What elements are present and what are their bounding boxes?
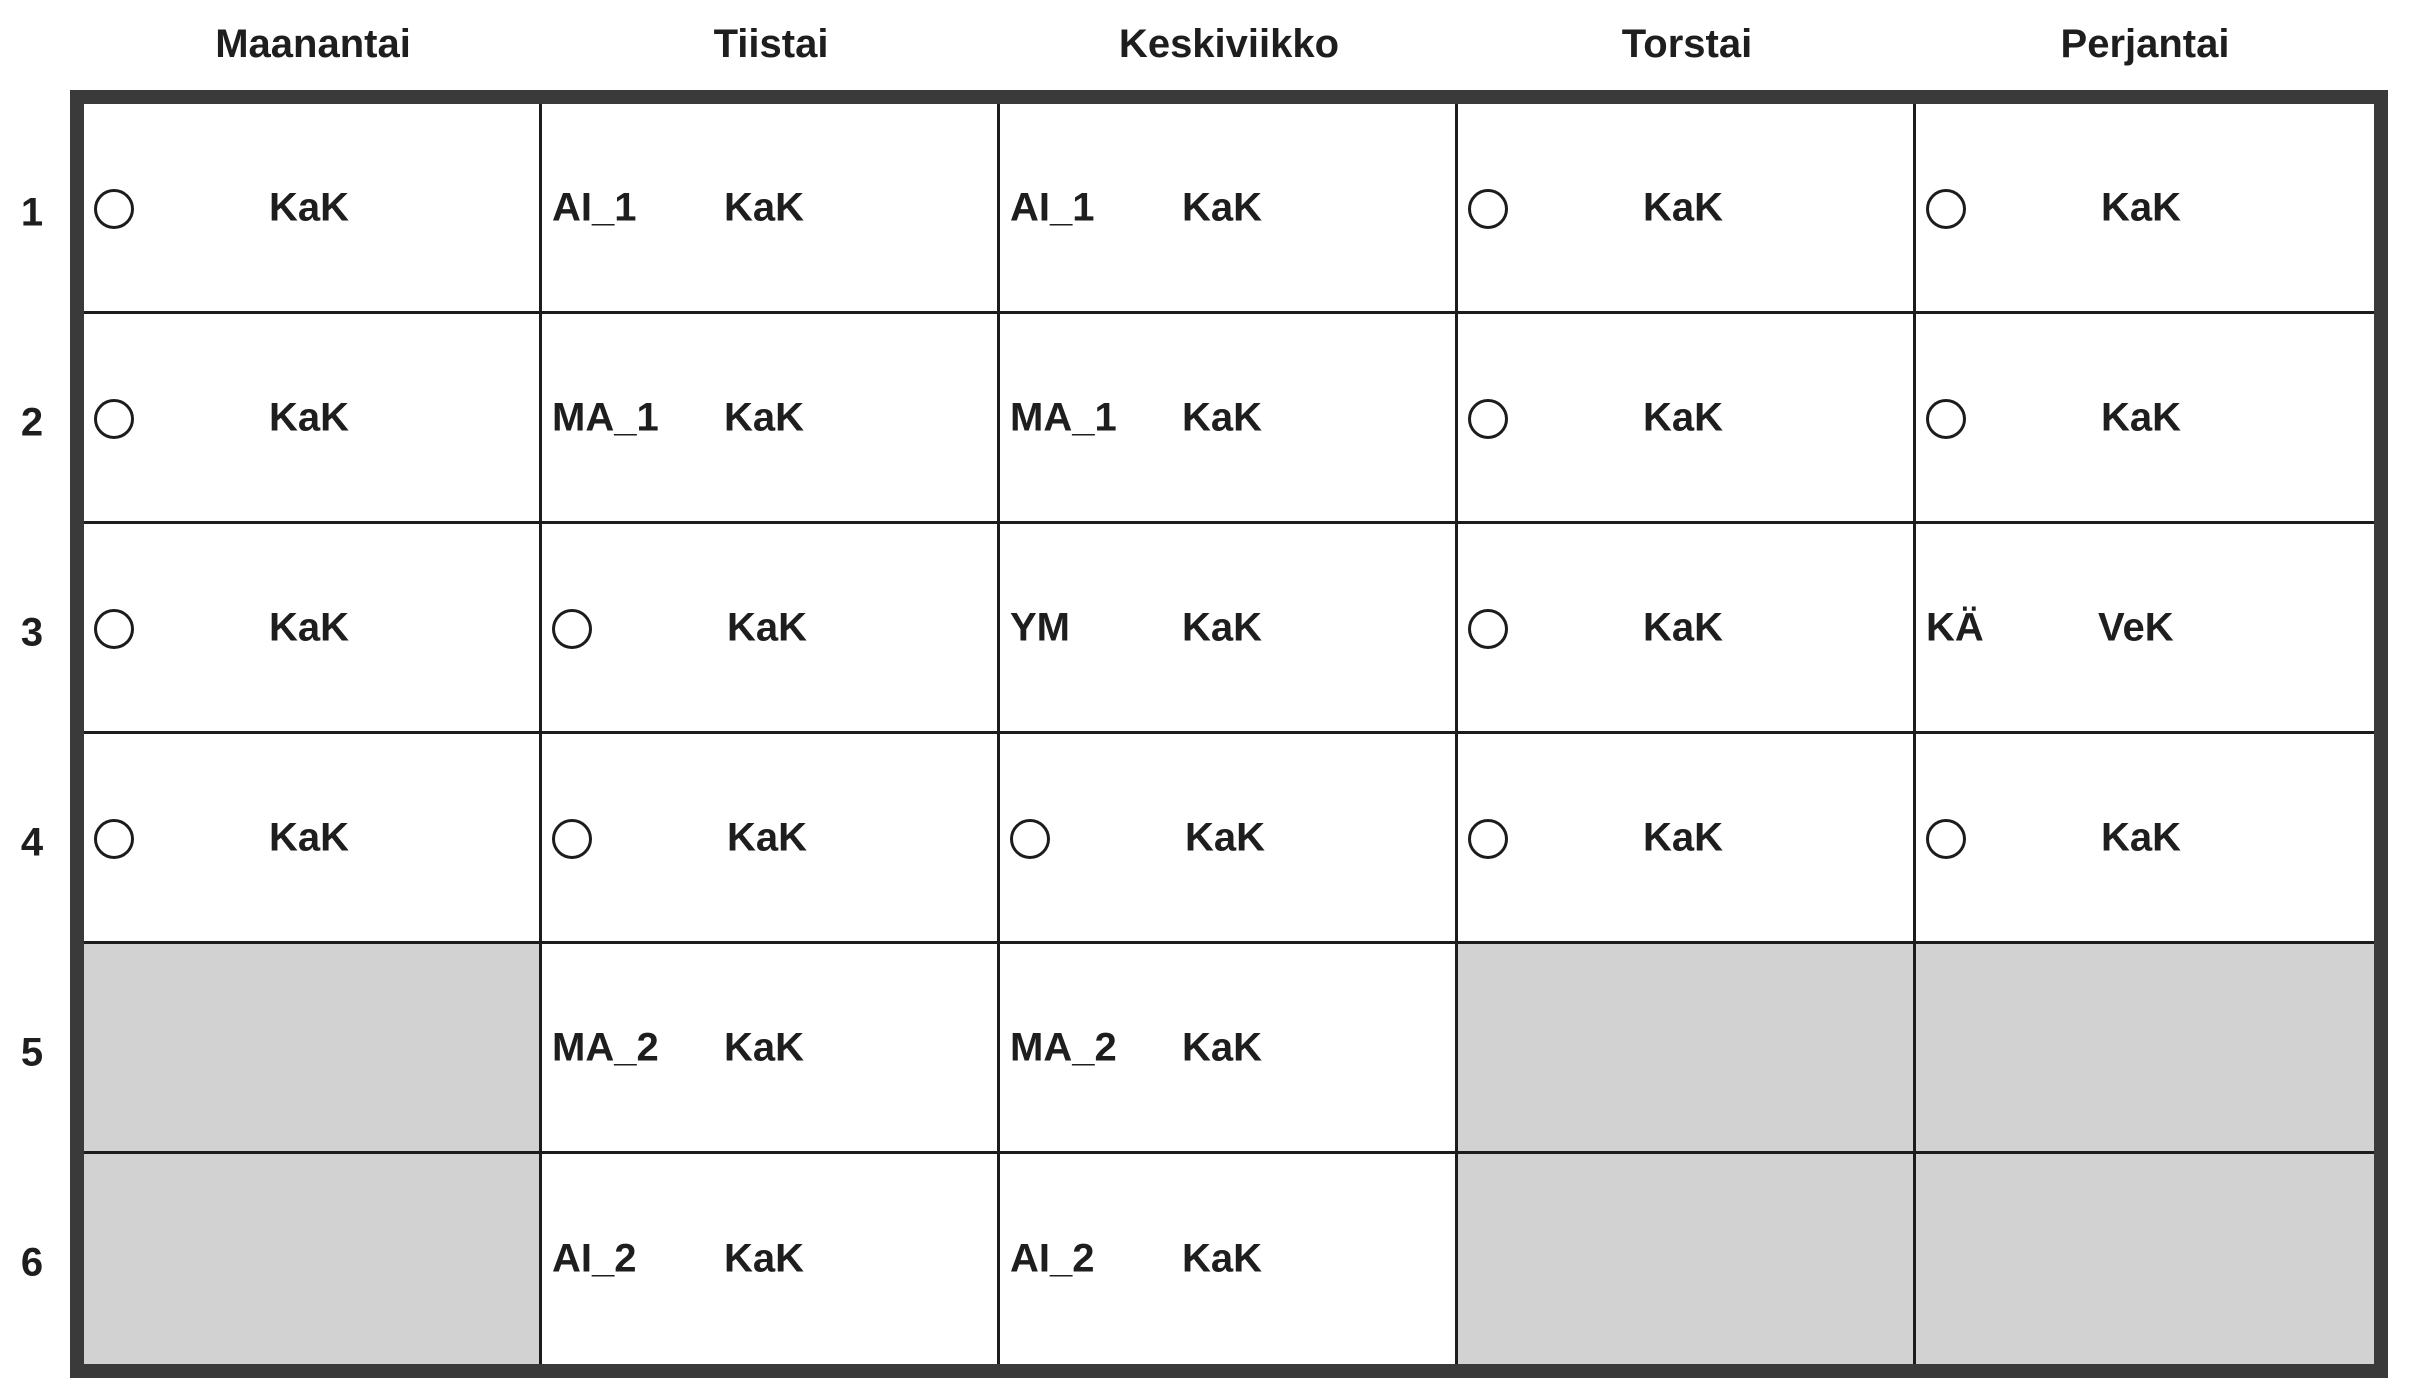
timetable-grid: [70, 90, 2388, 1378]
empty-timetable-cell: [1458, 944, 1916, 1154]
course-code: KaK: [1643, 815, 1724, 859]
timetable-cell: [1916, 314, 2374, 524]
course-code: KaK: [269, 395, 350, 439]
course-code: YM: [1010, 605, 1070, 649]
timetable-cell: [542, 524, 1000, 734]
timetable-cell: [84, 524, 542, 734]
period-number: 5: [20, 1030, 44, 1075]
timetable-cell: [1000, 524, 1458, 734]
circle-icon: [1468, 609, 1508, 649]
course-code: KaK: [724, 185, 805, 229]
timetable-cell: [84, 314, 542, 524]
timetable-cell: [1000, 1154, 1458, 1364]
course-code: KaK: [2101, 395, 2182, 439]
period-number: 3: [20, 610, 44, 655]
course-code: VeK: [2098, 605, 2174, 649]
course-code: KaK: [1182, 605, 1263, 649]
day-header: Torstai: [1621, 22, 1753, 66]
day-header: Keskiviikko: [1118, 22, 1340, 66]
timetable-cell: [1458, 314, 1916, 524]
timetable-cell: [1000, 314, 1458, 524]
timetable-cell: [542, 314, 1000, 524]
empty-timetable-cell: [84, 1154, 542, 1364]
day-header: Maanantai: [215, 22, 411, 66]
course-code: AI_2: [1010, 1236, 1095, 1281]
course-code: MA_2: [552, 1025, 659, 1069]
course-code: KaK: [269, 185, 350, 229]
course-code: KaK: [724, 1025, 805, 1069]
course-code: MA_1: [1010, 395, 1117, 439]
course-code: MA_1: [552, 395, 659, 439]
day-header: Perjantai: [2060, 22, 2230, 66]
circle-icon: [1010, 819, 1050, 859]
timetable-cell: [1458, 524, 1916, 734]
circle-icon: [94, 819, 134, 859]
circle-icon: [1468, 819, 1508, 859]
course-code: KaK: [269, 815, 350, 859]
timetable-cell: [1000, 944, 1458, 1154]
timetable-cell: [1000, 734, 1458, 944]
timetable-cell: [1000, 104, 1458, 314]
timetable-cell: [542, 104, 1000, 314]
course-code: KaK: [1182, 1236, 1263, 1281]
period-number: 4: [20, 820, 44, 865]
circle-icon: [552, 819, 592, 859]
circle-icon: [1926, 399, 1966, 439]
course-code: AI_2: [552, 1236, 637, 1281]
course-code: MA_2: [1010, 1025, 1117, 1069]
timetable-cell: [542, 1154, 1000, 1364]
circle-icon: [1926, 189, 1966, 229]
circle-icon: [1926, 819, 1966, 859]
timetable-cell: [542, 734, 1000, 944]
course-code: KaK: [1182, 185, 1263, 229]
course-code: KaK: [727, 815, 808, 859]
course-code: KaK: [1643, 395, 1724, 439]
course-code: KÄ: [1926, 605, 1984, 649]
timetable-cell: [1458, 734, 1916, 944]
course-code: AI_1: [1010, 185, 1095, 229]
course-code: KaK: [727, 605, 808, 649]
period-number: 1: [20, 190, 44, 235]
circle-icon: [1468, 399, 1508, 439]
course-code: KaK: [724, 395, 805, 439]
day-header: Tiistai: [713, 22, 829, 66]
course-code: AI_1: [552, 185, 637, 229]
course-code: KaK: [1643, 185, 1724, 229]
timetable-cell: [1458, 104, 1916, 314]
timetable-cell: [1916, 104, 2374, 314]
empty-timetable-cell: [1916, 1154, 2374, 1364]
circle-icon: [94, 399, 134, 439]
timetable-cell: [1916, 524, 2374, 734]
circle-icon: [94, 609, 134, 649]
timetable-cell: [84, 104, 542, 314]
course-code: KaK: [2101, 185, 2182, 229]
empty-timetable-cell: [1458, 1154, 1916, 1364]
course-code: KaK: [269, 605, 350, 649]
circle-icon: [552, 609, 592, 649]
timetable-cell: [542, 944, 1000, 1154]
circle-icon: [1468, 189, 1508, 229]
empty-timetable-cell: [1916, 944, 2374, 1154]
course-code: KaK: [724, 1236, 805, 1281]
period-number: 6: [20, 1240, 44, 1285]
course-code: KaK: [1182, 395, 1263, 439]
course-code: KaK: [1182, 1025, 1263, 1069]
timetable-cell: [84, 734, 542, 944]
empty-timetable-cell: [84, 944, 542, 1154]
course-code: KaK: [1643, 605, 1724, 649]
course-code: KaK: [1185, 815, 1266, 859]
circle-icon: [94, 189, 134, 229]
period-number: 2: [20, 400, 44, 445]
timetable-cell: [1916, 734, 2374, 944]
course-code: KaK: [2101, 815, 2182, 859]
